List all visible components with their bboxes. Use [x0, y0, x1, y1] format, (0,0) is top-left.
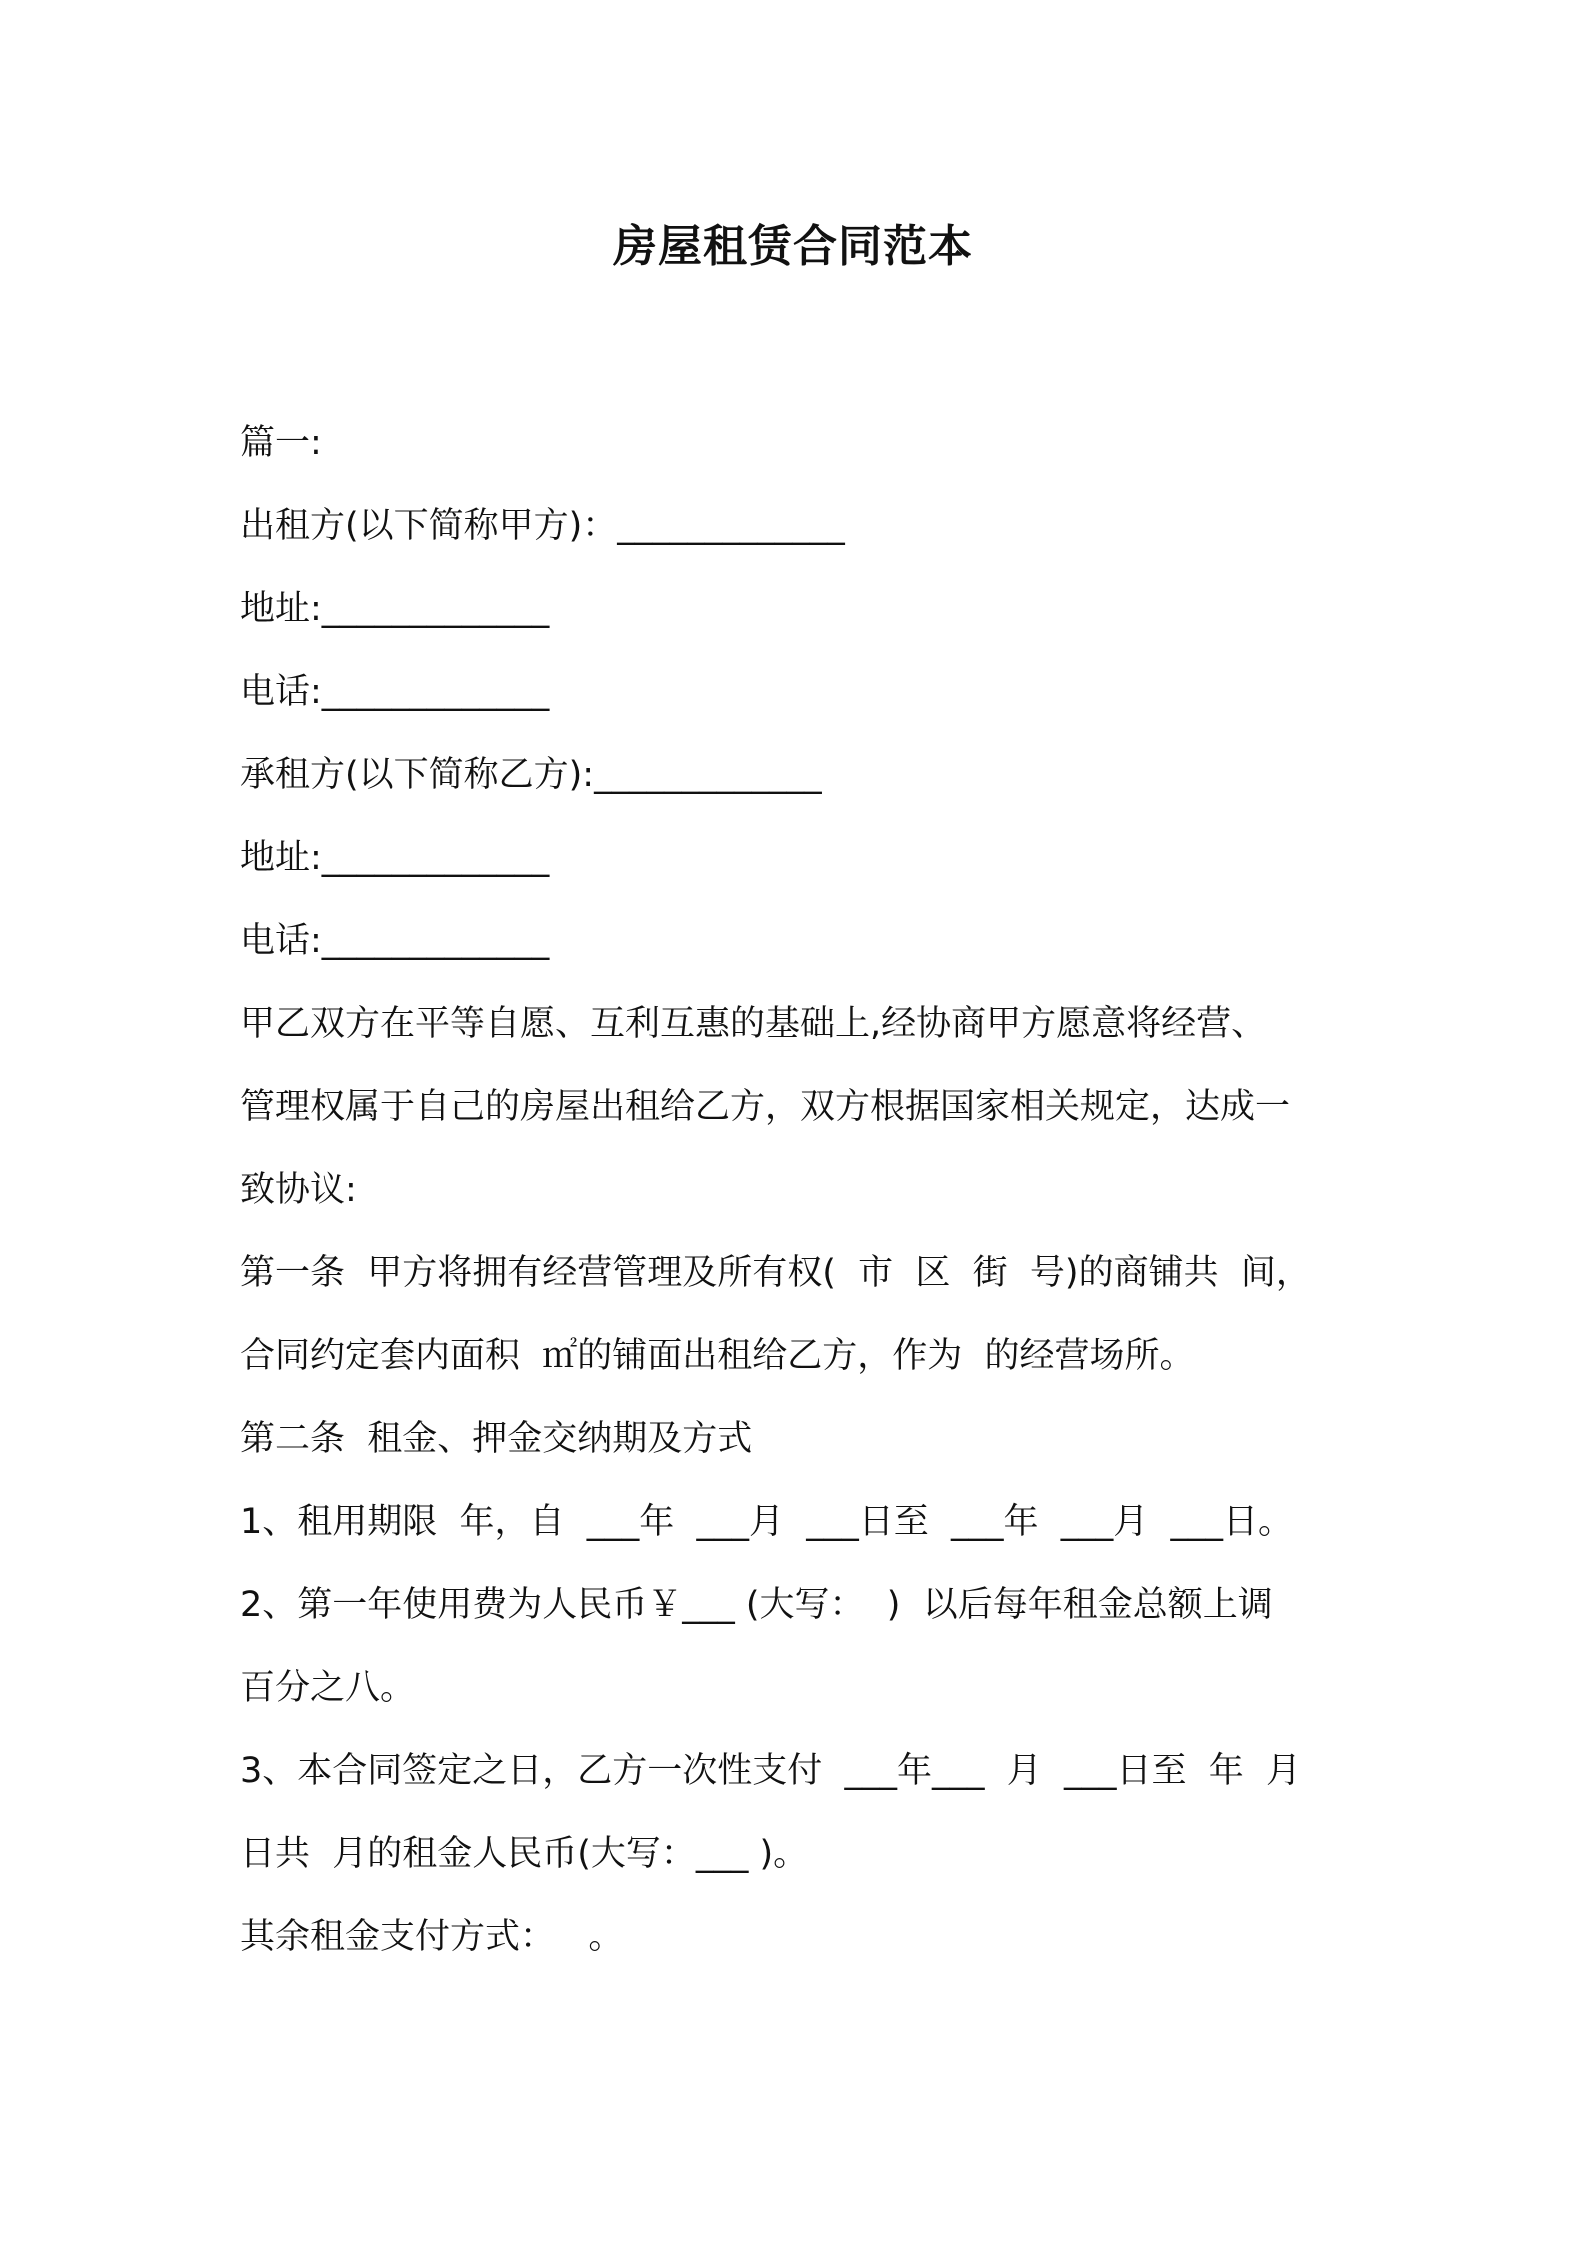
first-year-fee-line: 百分之八。 [240, 1668, 416, 1708]
lessor-address-line: 地址:_____________ [240, 589, 550, 629]
initial-payment-line: 日共 月的租金人民币(大写：___ )。 [240, 1834, 809, 1874]
lessor-name-line: 出租方(以下简称甲方)：_____________ [240, 506, 845, 546]
lessor-phone-line: 电话:_____________ [240, 672, 550, 712]
lessee-name-line: 承租方(以下简称乙方):_____________ [240, 755, 822, 795]
document-body [240, 402, 1360, 1979]
lessee-address-line: 地址:_____________ [240, 838, 550, 878]
lease-term-line: 1、租用期限 年，自 ___年 ___月 ___日至 ___年 ___月 ___日。 [240, 1502, 1294, 1542]
agreement-intro-line: 甲乙双方在平等自愿、互利互惠的基础上,经协商甲方愿意将经营、 [240, 1004, 1267, 1044]
article-two-heading: 第二条 租金、押金交纳期及方式 [240, 1419, 753, 1459]
section-heading: 篇一: [240, 423, 322, 463]
article-one-line: 第一条 甲方将拥有经营管理及所有权( 市 区 街 号)的商铺共 间， [240, 1253, 1311, 1293]
remaining-payment-line: 其余租金支付方式： 。 [240, 1917, 624, 1957]
article-one-line: 合同约定套内面积 ㎡的铺面出租给乙方，作为 的经营场所。 [240, 1336, 1195, 1376]
agreement-intro-line: 致协议: [240, 1170, 357, 1210]
lessee-phone-line: 电话:_____________ [240, 921, 550, 961]
agreement-intro-line: 管理权属于自己的房屋出租给乙方，双方根据国家相关规定，达成一 [240, 1087, 1291, 1127]
document-title: 房屋租赁合同范本 [613, 221, 973, 272]
initial-payment-line: 3、本合同签定之日，乙方一次性支付 ___年___ 月 ___日至 年 月 [240, 1751, 1302, 1791]
first-year-fee-line: 2、第一年使用费为人民币￥___ (大写： ) 以后每年租金总额上调 [240, 1585, 1273, 1625]
